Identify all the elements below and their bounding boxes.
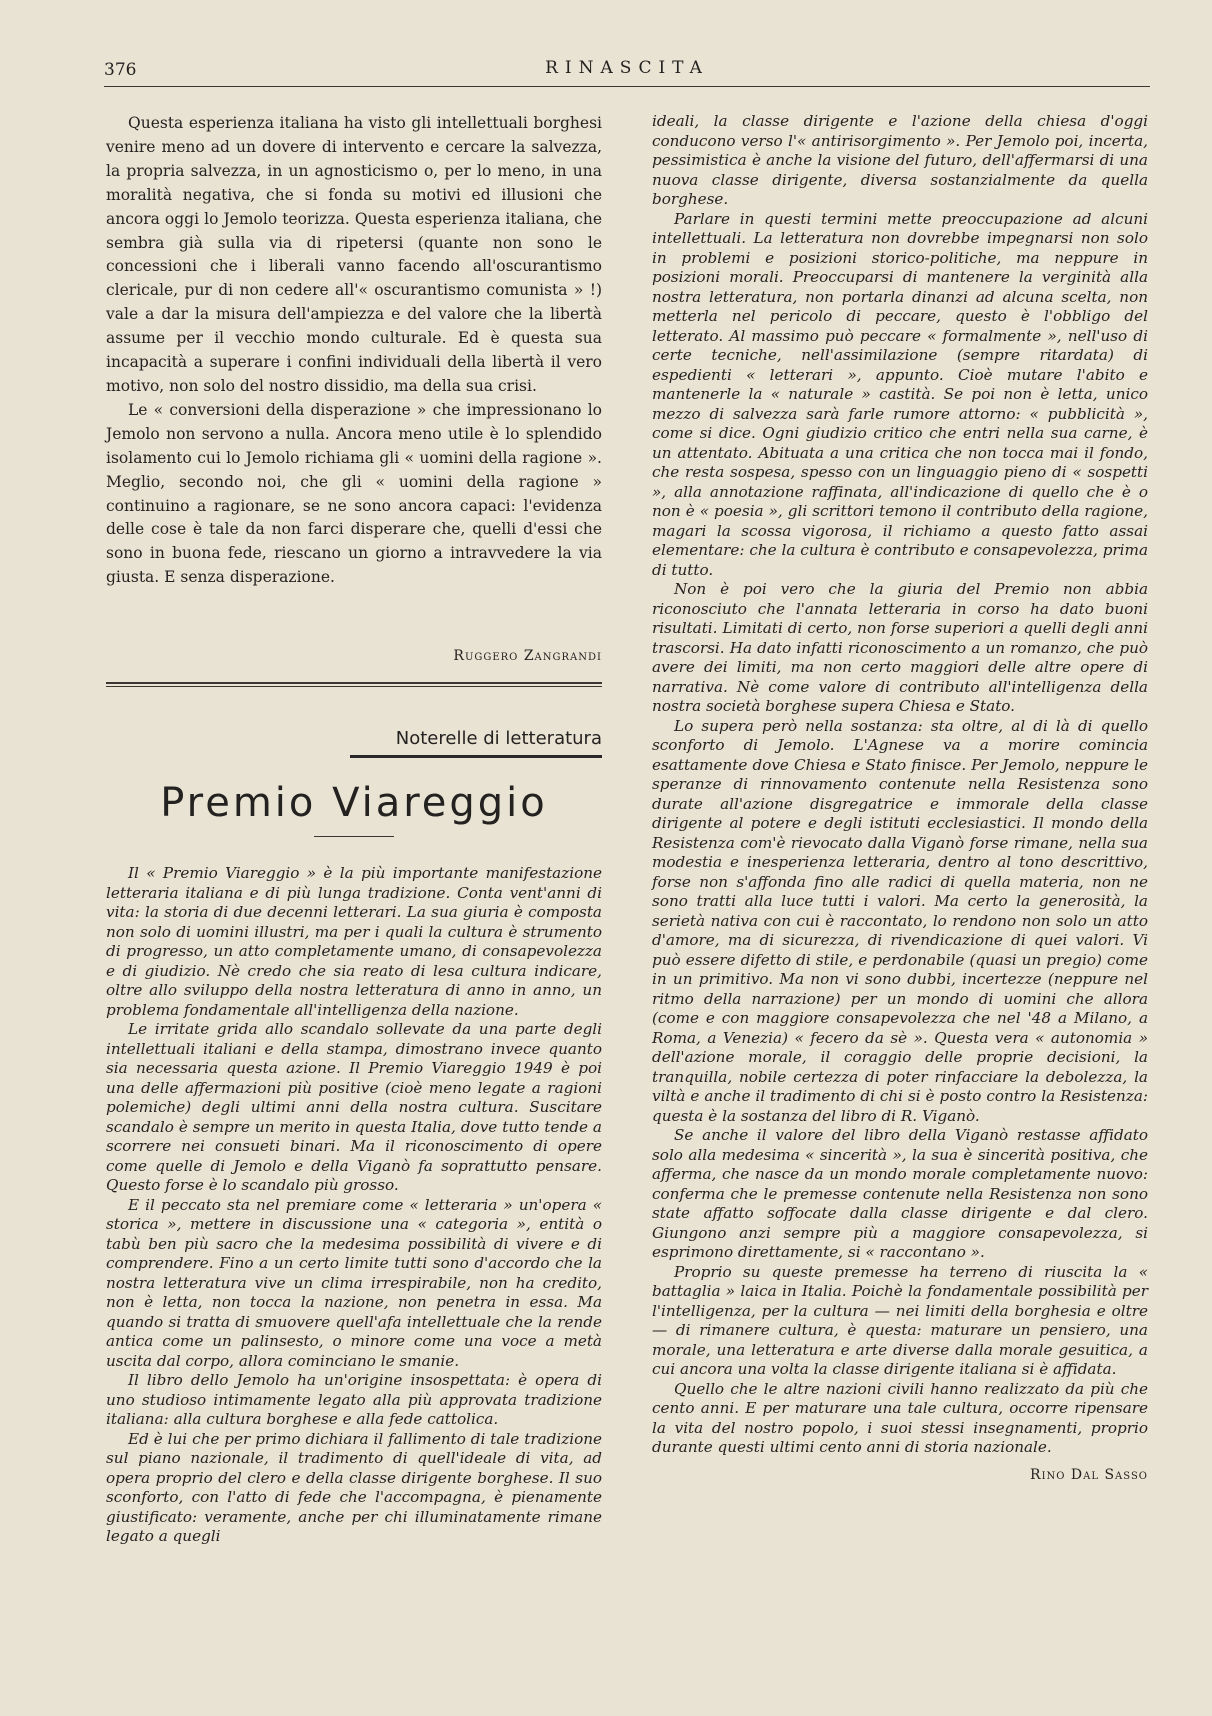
header-rule [104,86,1150,87]
page-number: 376 [104,60,137,80]
rubric-underline [350,755,602,758]
section-divider-thin [106,686,602,687]
paragraph: ideali, la classe dirigente e l'azione della chiesa d'oggi conducono verso l'« antirisorgimento ». Per Jemolo poi, incerta, pessimistica è anche la visione del futuro, dell'affermarsi di una nuova classe dirigente, diversa sostanzialmente da quella borghese. [652,112,1148,208]
article-column-right [652,112,1148,1485]
paragraph: Lo supera però nella sostanza: sta oltre, al di là di quello sconforto di Jemolo. L'Agnese va a morire comincia esattamente dove Chiesa e Stato finisce. Per Jemolo, neppure le speranze di rinnovamento contenute nella Resistenza sono durate all'azione disgregatrice e immorale della classe dirigente al potere e degli istituti ecclesiastici. Il mondo della Resistenza com'è rievocato dalla Viganò forse rimane, nella sua modestia e inesperienza letteraria, dentro al tono descrittivo, forse non s'affonda fino alle radici di quella materia, non ne sono tratti alla luce tutti i valori. Ma certo la generosità, la serietà nativa con cui è raccontato, lo rendono non solo un atto d'amore, ma di sicurezza, di rivendicazione di quei valori. Vi può essere difetto di stile, e perdonabile (quasi un pregio) come in un primitivo. Ma non vi sono dubbi, incertezze (neppure nel ritmo della narrazione) per un mondo di uomini che allora (come e con maggiore consapevolezza che nel '48 a Milano, a Roma, a Venezia) « fecero da sè ». Questa vera « autonomia » dell'azione morale, il coraggio delle proprie decisioni, la tranquilla, nobile certezza di poter rinfacciare la debolezza, la viltà e anche il tradimento di chi si è posto contro la Resistenza: questa è la sostanza del libro di R. Viganò. [652,716,1148,1125]
paragraph: Se anche il valore del libro della Viganò restasse affidato solo alla medesima « sincerità », la sua è sincerità positiva, che afferma, che nasce da un mondo morale completamente nuovo: conferma che le premesse contenute nella Resistenza non sono state affatto soffocate dalla classe dirigente e dal clero. Giungono anzi sempre più a maggiore consapevolezza, si esprimono direttamente, si « raccontano ». [652,1126,1148,1261]
paragraph: Ed è lui che per primo dichiara il fallimento di tale tradizione sul piano nazionale, il tradimento di quell'ideale di vita, ad opera proprio del clero e della classe dirigente borghese. Il suo sconforto, con l'atto di fede che l'accompagna, è pienamente giustificato: veramente, anche per chi illuminatamente rimane legato a quegli [106,1429,602,1545]
paragraph: Proprio su queste premesse ha terreno di riuscita la « battaglia » laica in Italia. Poichè la fondamentale possibilità per l'intelligenza, per la cultura — nei limiti della borghesia e oltre — di rimanere cultura, è questa: maturare un pensiero, una morale, una letteratura e arte diverse dalla morale gesuitica, a cui ancora una volta la classe dirigente italiana si è affidata. [652,1262,1148,1378]
section-divider [106,682,602,684]
previous-article-column [106,112,602,590]
paragraph: Il libro dello Jemolo ha un'origine insospettata: è opera di uno studioso intimamente legato alla più approvata tradizione italiana: alla cultura borghese e alla fede cattolica. [106,1371,602,1428]
author-signature-zangrandi: Ruggero Zangrandi [453,648,602,664]
paragraph: Le « conversioni della disperazione » che impressionano lo Jemolo non servono a nulla. Ancora meno utile è lo splendido isolamento cui lo Jemolo richiama gli « uomini della ragione ». Meglio, secondo noi, che gli « uomini della ragione » continuino a ragionare, se ne sono ancora capaci: l'evidenza delle cose è tale da non farci disperare che, quelli d'essi che sono in buona fede, riescano un giorno a intravvedere la via giusta. E senza disperazione. [106,400,602,587]
paragraph: Il « Premio Viareggio » è la più importante manifestazione letteraria italiana e di più lunga tradizione. Conta vent'anni di vita: la storia di due decenni letterari. La sua giuria è composta non solo di uomini illustri, ma per i quali la cultura è strumento di progresso, un atto completamente umano, di consapevolezza e di giudizio. Nè credo che sia reato di lesa cultura indicare, oltre allo sviluppo della nostra letteratura di anno in anno, un problema fondamentale all'intelligenza della nazione. [106,864,602,1019]
journal-title: RINASCITA [545,58,709,78]
paragraph: Parlare in questi termini mette preoccupazione ad alcuni intellettuali. La letteratura non dovrebbe impegnarsi non solo in problemi e posizioni storico-politiche, ma neppure in posizioni morali. Preoccuparsi di mantenere la verginità alla nostra letteratura, non portarla dinanzi ad alcuna scelta, non metterla nel pericolo di peccare, questo è l'obbligo del letterato. Al massimo può peccare « formalmente », nell'uso di certe tecniche, nell'assimilazione (sempre ritardata) di espedienti « letterari », appunto. Cioè mutare l'abito e mantenerle la « naturale » castità. Se poi non è letta, unico mezzo di salvezza sarà farle rumore attorno: « pubblicità », come si dice. Ogni giudizio critico che entri nella sua carne, è un attentato. Abituata a una critica che non tocca mai il fondo, che resta sospesa, spesso con un linguaggio pieno di « sospetti », alla annotazione raffinata, all'indicazione di quello che è o non è « poesia », gli scrittori temono il contributo della ragione, magari la scossa vigorosa, il richiamo a questo fatto assai elementare: che la cultura è contributo e consapevolezza, prima di tutto. [652,209,1148,579]
paragraph: Le irritate grida allo scandalo sollevate da una parte degli intellettuali italiani e della stampa, dimostrano invece quanto sia necessaria questa azione. Il Premio Viareggio 1949 è poi una delle affermazioni più positive (cioè meno legate a ragioni polemiche) degli ultimi anni della nostra cultura. Suscitare scandalo è sempre un merito in questa Italia, dove tutto tende a scorrere nei consueti binari. Ma il riconoscimento di opere come quelle di Jemolo e della Viganò fa soprattutto pensare. Questo forse è lo scandalo più grosso. [106,1020,602,1194]
paragraph: Quello che le altre nazioni civili hanno realizzato da più che cento anni. E per maturare una tale cultura, occorre ripensare la vita del nostro popolo, i suoi stessi insegnamenti, proprio durante questi ultimi cento anni di storia nazionale. [652,1379,1148,1456]
paragraph: Non è poi vero che la giuria del Premio non abbia riconosciuto che l'annata letteraria in corso ha dato buoni risultati. Limitati di certo, non forse superiori a quelli degli anni trascorsi. Ha dato infatti riconoscimento a un romanzo, che può avere dei limiti, ma non certo maggiori delle altre opere di narrativa. Nè come valore di contributo all'intelligenza della nostra società borghese supera Chiesa e Stato. [652,580,1148,715]
paragraph: E il peccato sta nel premiare come « letteraria » un'opera « storica », mettere in discussione una « categoria », entità o tabù ben più sacro che la medesima possibilità di vivere e di comprendere. Fino a un certo limite tutti sono d'accordo che la nostra letteratura vive un clima irrespirabile, non ha credito, non è letta, non tocca la nazione, non penetra in essa. Ma quando si tratta di smuovere quell'afa intellettuale che la rende antica come un palinsesto, o minore come una voce a metà uscita dal corpo, allora cominciano le smanie. [106,1195,602,1370]
article-column-left [106,864,602,1547]
author-signature-dal-sasso: Rino Dal Sasso [1030,1466,1148,1483]
article-title: Premio Viareggio [160,780,548,826]
running-head [104,56,1150,86]
paragraph: Questa esperienza italiana ha visto gli intellettuali borghesi venire meno ad un dovere di intervento e cercare la salvezza, la propria salvezza, in un agnosticismo o, per lo meno, in una moralità negativa, che si fonda su motivi ed illusioni che ancora oggi lo Jemolo teorizza. Questa esperienza italiana, che sembra già sulla via di ripetersi (quante non sono le concessioni che i liberali vanno facendo all'oscurantismo clericale, pur di non cedere all'« oscurantismo comunista » !) vale a dar la misura dell'ampiezza e del valore che la libertà assume per il vecchio mondo culturale. Ed è questa sua incapacità a superare i confini individuali della libertà il vero motivo, non solo del nostro dissidio, ma della sua crisi. [106,114,602,395]
title-underline [314,836,394,837]
section-rubric: Noterelle di letteratura [395,728,602,749]
